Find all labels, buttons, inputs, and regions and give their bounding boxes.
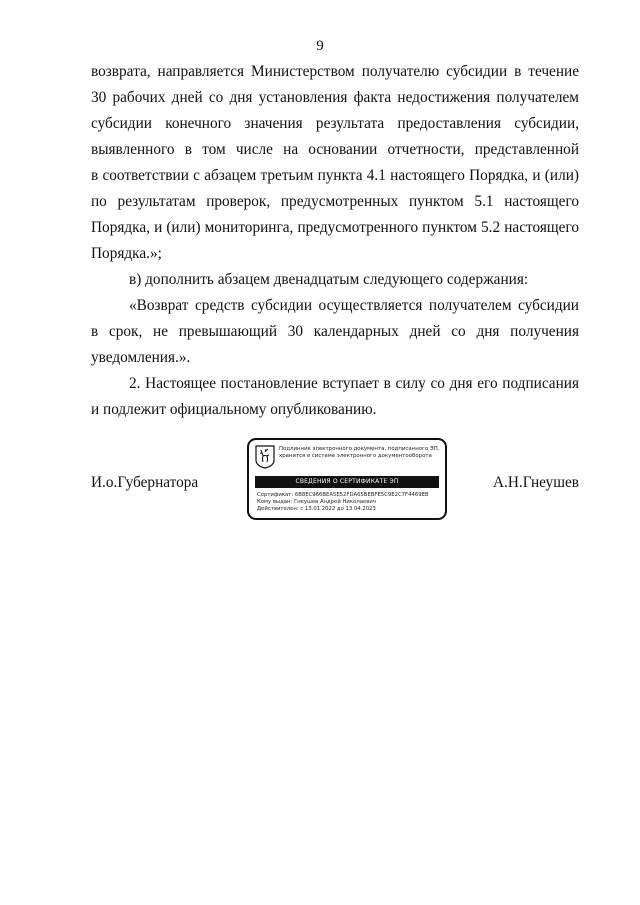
page-number: 9 [316,38,324,54]
text-line: Порядка, и (или) мониторинга, предусмотренного пунктом 5.2 настоящего [91,219,579,236]
text-line: и подлежит официальному опубликованию. [91,401,377,418]
stamp-details [257,492,441,514]
electronic-signature-stamp [247,438,447,520]
deer-emblem-icon [255,445,275,469]
document-body [91,59,579,423]
paragraph-amendment-text [91,293,579,371]
text-line: возврата, направляется Министерством получателю субсидии в течение [91,63,579,80]
text-line: по результатам проверок, предусмотренных пунктом 5.1 настоящего [91,193,579,210]
text-line: 2. Настоящее постановление вступает в силу со дня его подписания [129,375,579,392]
text-line: в срок, не превышающий 30 календарных дней со дня получения [91,323,579,340]
text-line: субсидии конечного значения результата предоставления субсидии, [91,115,579,132]
paragraph-return-terms [91,59,579,267]
text-line: уведомления.». [91,349,191,366]
text-line: в соответствии с абзацем третьим пункта 4.1 настоящего Порядка, и (или) [91,167,579,184]
paragraph-effective-date [91,371,579,423]
text-line: «Возврат средств субсидии осуществляется получателем субсидии [129,297,579,314]
stamp-certificate-title: СВЕДЕНИЯ О СЕРТИФИКАТЕ ЭП [255,476,439,488]
signatory-position: И.о.Губернатора [91,474,199,491]
certificate-number: Сертификат: 6B8EC966BEA5E52FDA65BEBFE5C9E2C7F4469EB [257,492,429,498]
stamp-header-line: хранится в системе электронного документооборота [279,453,432,459]
paragraph-amendment-intro [91,267,579,293]
certificate-owner: Кому выдан: Гнеушев Андрей Николаевич [257,499,376,506]
stamp-header-line: Подлинник электронного документа, подписанного ЭП, [279,446,440,452]
stamp-header [279,446,441,460]
text-line: Порядка.»; [91,245,162,262]
certificate-validity: Действителен: с 13.01.2022 до 13.04.2023 [257,506,376,513]
text-line: выявленного в том числе на основании отчетности, представленной [91,141,579,158]
text-line: 30 рабочих дней со дня установления факта недостижения получателем [91,89,579,106]
signatory-name: А.Н.Гнеушев [492,474,579,491]
text-line: в) дополнить абзацем двенадцатым следующего содержания: [129,271,529,288]
